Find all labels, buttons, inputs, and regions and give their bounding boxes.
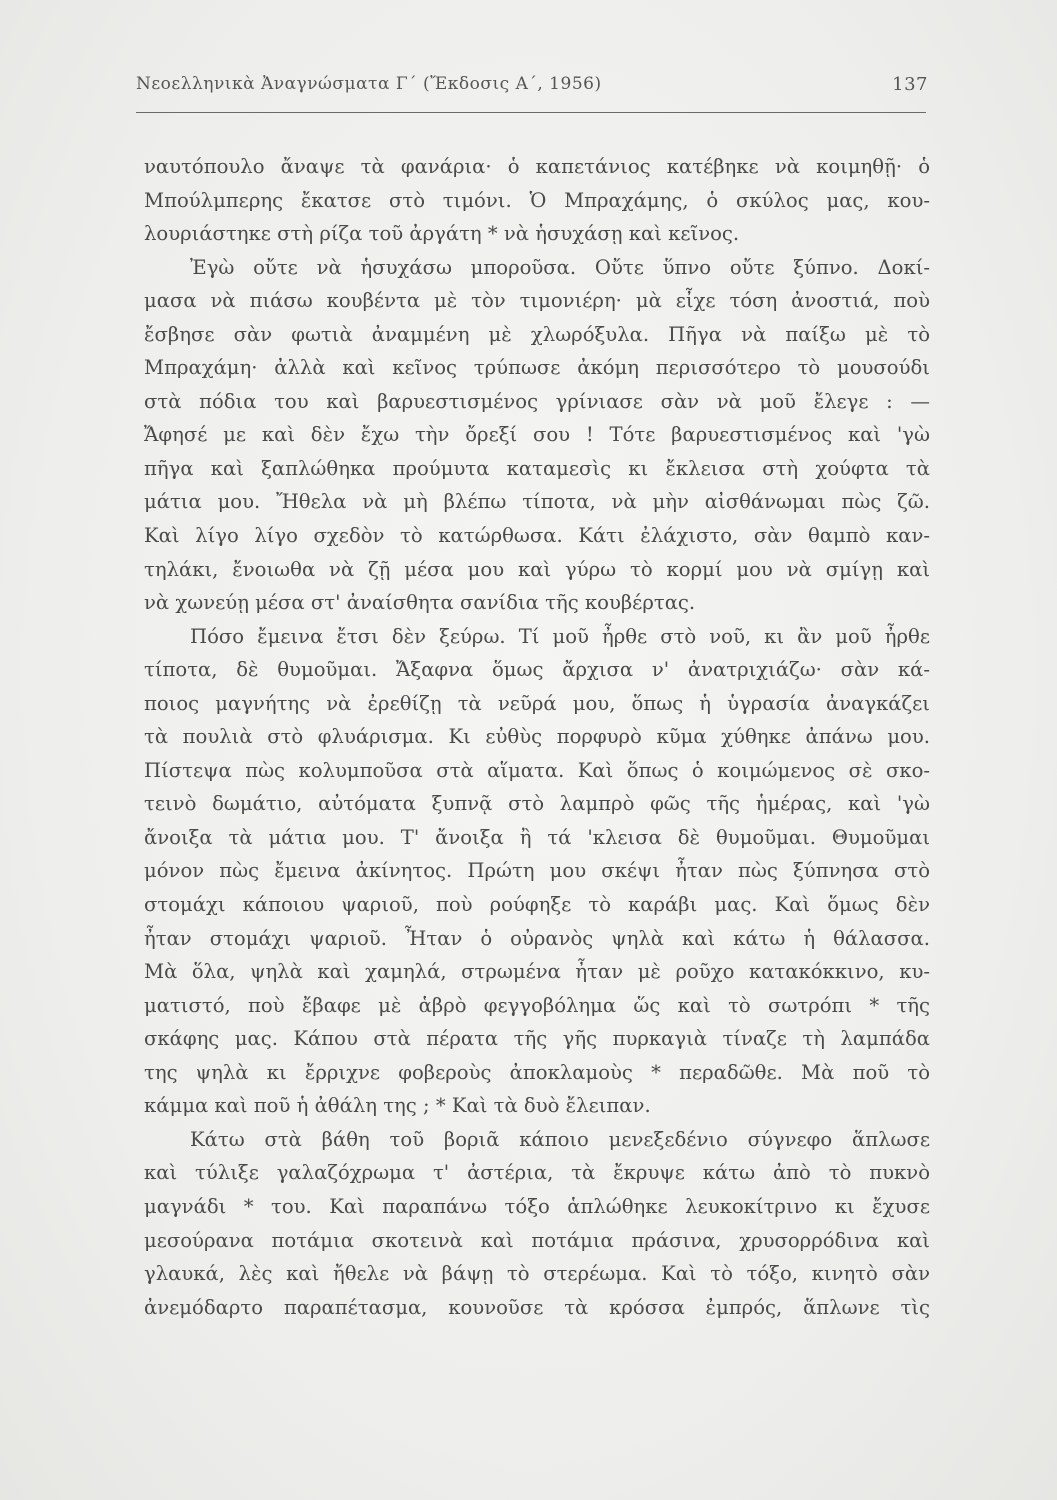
text-line: ματιστό, ποὺ ἔβαφε μὲ ἁβρὸ φεγγοβόλημα ὥς καὶ τὸ σωτρόπι * τῆς [144, 993, 930, 1017]
text-line: Πίστεψα πὼς κολυμποῦσα στὰ αἵματα. Καὶ ὅπως ὁ κοιμώμενος σὲ σκο- [144, 758, 930, 782]
paragraph-2 [144, 251, 930, 620]
text-line: της ψηλὰ κι ἔρριχνε φοβεροὺς ἀποκλαμοὺς * περαδῶθε. Μὰ ποῦ τὸ [144, 1060, 930, 1084]
text-line: Μπραχάμη· ἀλλὰ καὶ κεῖνος τρύπωσε ἀκόμη περισσότερο τὸ μουσούδι [144, 356, 930, 380]
text-line: καὶ τύλιξε γαλαζόχρωμα τ' ἀστέρια, τὰ ἔκρυψε κάτω ἀπὸ τὸ πυκνὸ [144, 1161, 930, 1185]
text-line: γλαυκά, λὲς καὶ ἤθελε νὰ βάψῃ τὸ στερέωμα. Καὶ τὸ τόξο, κινητὸ σὰν [144, 1262, 930, 1286]
text-line: Μὰ ὅλα, ψηλὰ καὶ χαμηλά, στρωμένα ἦταν μὲ ροῦχο κατακόκκινο, κυ- [144, 960, 930, 984]
text-line: νὰ χωνεύῃ μέσα στ' ἀναίσθητα σανίδια τῆς κουβέρτας. [144, 591, 696, 615]
text-line: τίποτα, δὲ θυμοῦμαι. Ἄξαφνα ὅμως ἄρχισα ν' ἀνατριχιάζω· σὰν κά- [144, 658, 930, 682]
page-number: 137 [892, 74, 928, 95]
text-line: Πόσο ἔμεινα ἔτσι δὲν ξεύρω. Τί μοῦ ἦρθε στὸ νοῦ, κι ἂν μοῦ ἦρθε [190, 624, 930, 648]
text-line: μάτια μου. Ἤθελα νὰ μὴ βλέπω τίποτα, νὰ μὴν αἰσθάνωμαι πὼς ζῶ. [144, 490, 930, 514]
text-line: μασα νὰ πιάσω κουβέντα μὲ τὸν τιμονιέρη· μὰ εἶχε τόση ἀνοστιά, ποὺ [144, 289, 930, 313]
text-line: ἀνεμόδαρτο παραπέτασμα, κουνοῦσε τὰ κρόσσα ἐμπρός, ἅπλωνε τὶς [144, 1295, 930, 1319]
running-header-title: Νεοελληνικὰ Ἀναγνώσματα Γ΄ (Ἔκδοσις Α΄, 1956) [136, 74, 602, 94]
text-line: Κάτω στὰ βάθη τοῦ βοριᾶ κάποιο μενεξεδένιο σύγνεφο ἅπλωσε [190, 1127, 930, 1151]
body-text [144, 150, 930, 1324]
text-line: στὰ πόδια του καὶ βαρυεστισμένος γρίνιασε σὰν νὰ μοῦ ἔλεγε : — [144, 389, 930, 413]
text-line: λουριάστηκε στὴ ρίζα τοῦ ἀργάτη * νὰ ἡσυχάσῃ καὶ κεῖνος. [144, 222, 740, 246]
text-line: πῆγα καὶ ξαπλώθηκα προύμυτα καταμεσὶς κι ἔκλεισα στὴ χούφτα τὰ [144, 456, 930, 480]
text-line: ποιος μαγνήτης νὰ ἐρεθίζῃ τὰ νεῦρά μου, ὅπως ἡ ὑγρασία ἀναγκάζει [144, 691, 930, 715]
paragraph-4 [144, 1123, 930, 1324]
paragraph-1 [144, 150, 930, 251]
text-line: μόνον πὼς ἔμεινα ἀκίνητος. Πρώτη μου σκέψι ἦταν πὼς ξύπνησα στὸ [144, 859, 930, 883]
text-line: Μπούλμπερης ἔκατσε στὸ τιμόνι. Ὁ Μπραχάμης, ὁ σκύλος μας, κου- [144, 188, 930, 212]
text-line: ἄνοιξα τὰ μάτια μου. Τ' ἄνοιξα ἢ τά 'κλεισα δὲ θυμοῦμαι. Θυμοῦμαι [144, 825, 930, 849]
text-line: ἔσβησε σὰν φωτιὰ ἀναμμένη μὲ χλωρόξυλα. Πῆγα νὰ παίξω μὲ τὸ [144, 322, 930, 346]
text-line: Ἐγὼ οὔτε νὰ ἡσυχάσω μποροῦσα. Οὔτε ὕπνο οὔτε ξύπνο. Δοκί- [190, 255, 930, 279]
text-line: Ἄφησέ με καὶ δὲν ἔχω τὴν ὄρεξί σου ! Τότε βαρυεστισμένος καὶ 'γὼ [144, 423, 930, 447]
text-line: σκάφης μας. Κάπου στὰ πέρατα τῆς γῆς πυρκαγιὰ τίναζε τὴ λαμπάδα [144, 1027, 930, 1051]
text-line: Καὶ λίγο λίγο σχεδὸν τὸ κατώρθωσα. Κάτι ἐλάχιστο, σὰν θαμπὸ καν- [144, 524, 930, 548]
running-header [136, 74, 928, 98]
text-line: τηλάκι, ἔνοιωθα νὰ ζῇ μέσα μου καὶ γύρω τὸ κορμί μου νὰ σμίγῃ καὶ [144, 557, 930, 581]
text-line: κάμμα καὶ ποῦ ἡ ἀθάλη της ; * Καὶ τὰ δυὸ ἔλειπαν. [144, 1094, 651, 1118]
header-rule [136, 112, 926, 113]
paragraph-3 [144, 620, 930, 1123]
text-line: μαγνάδι * του. Καὶ παραπάνω τόξο ἁπλώθηκε λευκοκίτρινο κι ἔχυσε [144, 1194, 930, 1218]
text-line: τὰ πουλιὰ στὸ φλυάρισμα. Κι εὐθὺς πορφυρὸ κῦμα χύθηκε ἀπάνω μου. [144, 725, 930, 749]
text-line: στομάχι κάποιου ψαριοῦ, ποὺ ρούφηξε τὸ καράβι μας. Καὶ ὅμως δὲν [144, 893, 930, 917]
text-line: μεσούρανα ποτάμια σκοτεινὰ καὶ ποτάμια πράσινα, χρυσορρόδινα καὶ [144, 1228, 930, 1252]
text-line: τεινὸ δωμάτιο, αὐτόματα ξυπνᾷ στὸ λαμπρὸ φῶς τῆς ἡμέρας, καὶ 'γὼ [144, 792, 930, 816]
text-line: ναυτόπουλο ἄναψε τὰ φανάρια· ὁ καπετάνιος κατέβηκε νὰ κοιμηθῇ· ὁ [144, 155, 930, 178]
text-line: ἦταν στομάχι ψαριοῦ. Ἦταν ὁ οὐρανὸς ψηλὰ καὶ κάτω ἡ θάλασσα. [144, 926, 930, 950]
